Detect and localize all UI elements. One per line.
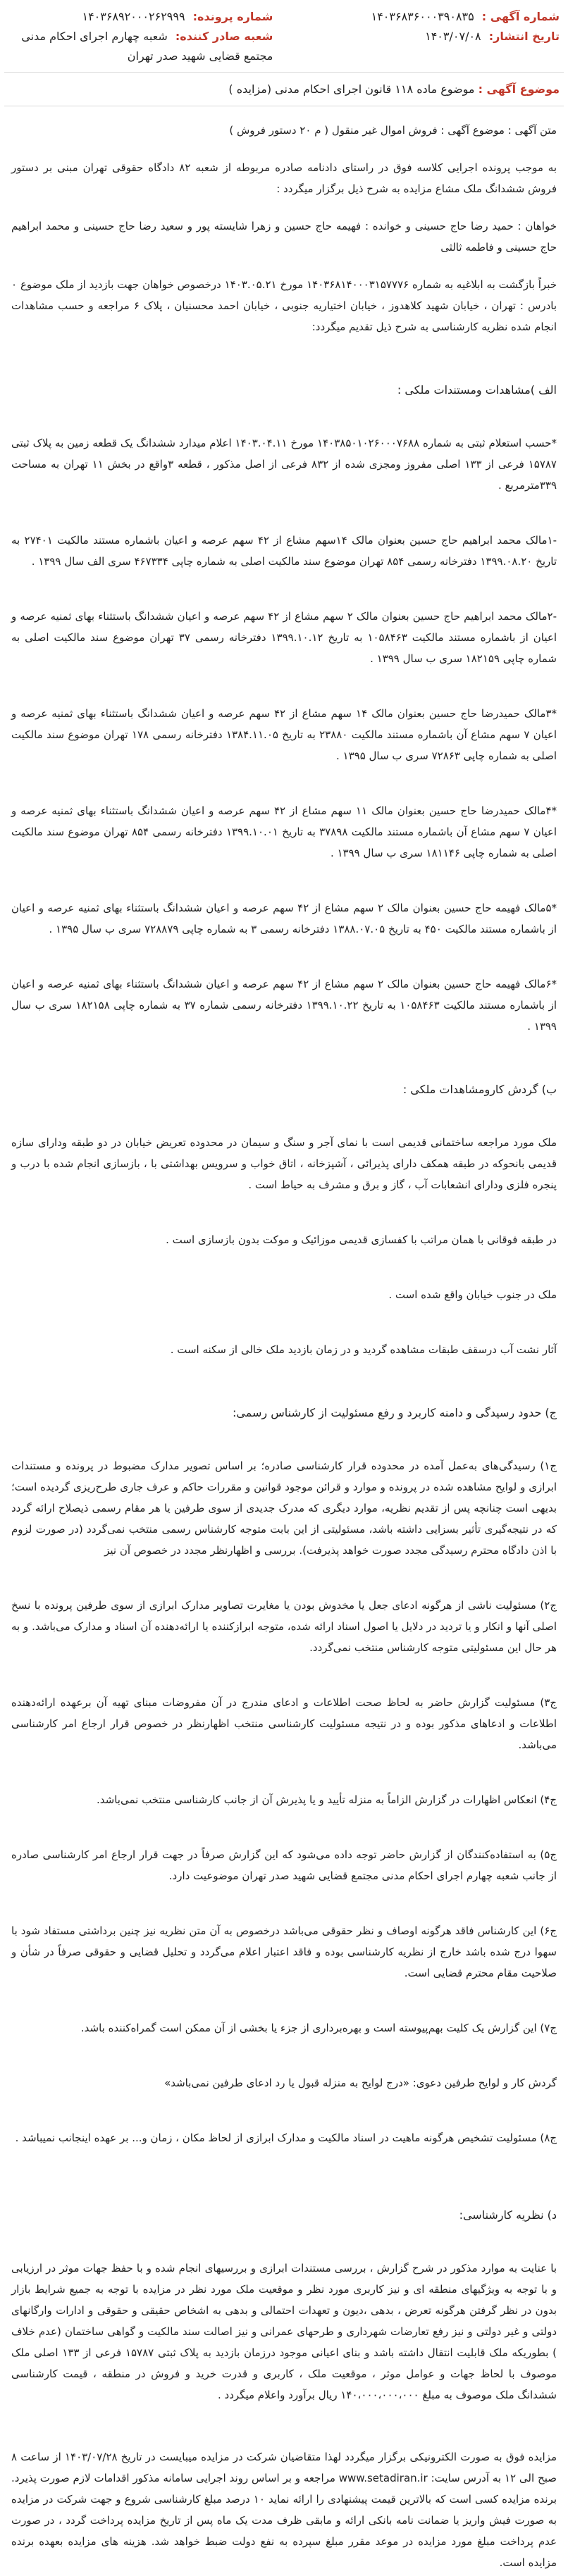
paragraph-c3: ج۳) مسئولیت گزارش حاضر به لحاظ صحت اطلاعات و ادعای مندرج در آن مفروضات مبنای تهیه آن برعهده ارائه‌دهنده اطلاعات و ادعاهای مذکور بوده و در نتیجه مسئولیت کارشناسی منتخب اظهارنظر در خصوص قرار ارجاع امر کارشناسی می‌باشد. [11,1696,557,1751]
subject [4,78,564,100]
section-c-title: ج) حدود رسیدگی و دامنه کاربرد و رفع مسئولیت از کارشناس رسمی: [233,1406,557,1419]
publish-date-label: تاریخ انتشار: [488,30,560,43]
paragraph-registry-inquiry: *حسب استعلام ثبتی به شماره ۱۴۰۳۸۵۰۱۰۲۶۰۰۰۷۶۸۸ مورخ ۱۴۰۳.۰۴.۱۱ اعلام میدارد ششدانگ یک قطعه زمین به پلاک ثبتی ۱۵۷۸۷ فرعی از ۱۳۳ اصلی مفروز ومجزی شده از ۸۳۲ فرعی از اصل مذکور ، قطعه ۳واقع در بخش ۱۱ تهران به مساحت ۳۳۹مترمربع . [11,437,557,492]
paragraph-building-description: ملک مورد مراجعه ساختمانی قدیمی است با نمای آجر و سنگ و سیمان در محدوده تعریض خیابان در دو طبقه ودارای سازه قدیمی بانحوکه در طبقه همکف دارای پذیرائی ، آشپزخانه ، اتاق خواب و سرویس بهداشتی با ، بازسازی انجام شده با درب و پنجره فلزی ودارای انشعابات آب ، گاز و برق و مشرف به حیاط است . [11,1136,557,1191]
paragraph-c2: ج۲) مسئولیت ناشی از هرگونه ادعای جعل یا مخدوش بودن یا مغایرت تصاویر مدارک ابرازی از سوی طرفین پرونده با نسخ اصلی آنها و انکار و یا تردید در دلایل یا اصول اسناد ارائه شده، متوجه ابرازکننده یا ارائه‌دهنده آن اسناد و مدارک می‌باشد. و به هر حال این مسئولیتی متوجه کارشناس منتخب نمی‌گردد. [11,1599,557,1654]
paragraph-notice: خبراً بازگشت به ابلاغیه به شماره ۱۴۰۳۶۸۱۴۰۰۰۳۱۵۷۷۷۶ مورخ ۱۴۰۳.۰۵.۲۱ درخصوص خواهان جهت بازدید از ملک موضوع ۰ بادرس : تهران ، خیابان شهید کلاهدوز ، خیابان اختیاریه جنوبی ، خیابان احمد محسنیان ، پلاک ۶ مراجعه و حسب مشاهدات انجام شده نظریه کارشناسی به شرح ذیل تقدیم میگردد: [11,278,557,333]
publish-date [295,27,560,46]
ad-number-label: شماره آگهی : [481,10,560,23]
meta-right-column [295,7,560,46]
ad-number-value: ۱۴۰۳۶۸۳۶۰۰۰۳۹۰۸۳۵ [371,10,474,23]
publish-date-value: ۱۴۰۳/۰۷/۰۸ [425,30,481,43]
paragraph-c8: ج۸) مسئولیت تشخیص هرگونه ماهیت در اسناد مالکیت و مدارک ابرازی از لحاظ مکان ، زمان و... بر عهده اینجانب نمیباشد . [15,2132,557,2144]
paragraph-owner-4: *۴مالک حمیدرضا حاج حسین بعنوان مالک ۱۱ سهم مشاع از ۴۲ سهم عرصه و اعیان ششدانگ باستثناء بهای ثمنیه عرصه و اعیان ۷ سهم مشاع آن باشماره مستند مالکیت ۳۷۸۹۸ به تاریخ ۱۳۹۹.۱۰.۰۱ دفترخانه رسمی ۸۵۴ تهران موضوع سند مالکیت اصلی به شماره چاپی ۱۸۱۱۴۶ سری ب سال ۱۳۹۹ . [11,804,557,859]
meta-left-column [8,7,273,66]
section-d-title: د) نظریه کارشناسی: [459,2208,557,2222]
paragraph-c5: ج۵) به استفاده‌کنندگان از گزارش حاضر توجه داده می‌شود که این گزارش صرفاً در جهت قرار ارجاع امر کارشناسی صادره از جانب شعبه چهارم اجرای احکام مدنی مجتمع قضایی شهید صدر تهران موضوعیت دارد. [11,1848,557,1882]
paragraph-owner-2: -۲مالک محمد ابراهیم حاج حسین بعنوان مالک ۲ سهم مشاع از ۴۲ سهم عرصه و اعیان ششدانگ باستثناء بهای ثمنیه عرصه و اعیان از باشماره مستند مالکیت ۱۰۵۸۴۶۳ به تاریخ ۱۳۹۹.۱۰.۱۲ دفترخانه رسمی ۳۷ تهران موضوع سند مالکیت اصلی به شماره چاپی ۱۸۲۱۵۹ سری ب سال ۱۳۹۹ . [11,610,557,665]
section-b-title: ب) گردش کارومشاهدات ملکی : [402,1083,557,1096]
paragraph-owner-3: *۳مالک حمیدرضا حاج حسین بعنوان مالک ۱۴ سهم مشاع از ۴۲ سهم عرصه و اعیان ششدانگ باستثناء بهای ثمنیه عرصه و اعیان ۷ سهم مشاع آن باشماره مستند مالکیت ۲۳۸۸۰ به تاریخ ۱۳۸۴.۱۱.۰۵ دفترخانه رسمی ۱۷۸ تهران موضوع سند مالکیت اصلی به شماره چاپی ۷۲۸۶۳ سری ب سال ۱۳۹۵ . [11,707,557,762]
paragraph-ad-text: متن آگهی : موضوع آگهی : فروش اموال غیر منقول ( م ۲۰ دستور فروش ) [229,124,557,137]
subject-value: موضوع ماده ۱۱۸ قانون اجرای احکام مدنی (مزایده ) [228,82,475,96]
ad-number [295,7,560,27]
paragraph-c6: ج۶) این کارشناس فاقد هرگونه اوصاف و نظر حقوقی می‌باشد درخصوص به آن متن نظریه نیز چنین برداشتی مستفاد شود با سهوا درج شده باشد خارج از نظریه کارشناسی بوده و فاقد اعتبار اعلام می‌گردد و تحلیل قضایی و حقوقی صرفاً در شأن و صلاحیت مقام محترم قضایی است. [11,1924,557,1979]
paragraph-owner-6: *۶مالک فهیمه حاج حسین بعنوان مالک ۲ سهم مشاع از ۴۲ سهم عرصه و اعیان ششدانگ باستثناء بهای ثمنیه عرصه و اعیان از باشماره مستند مالکیت ۱۰۵۸۴۶۳ به تاریخ ۱۳۹۹.۱۰.۲۲ دفترخانه رسمی شماره ۳۷ به شماره چاپی ۱۸۲۱۵۸ سری ب سال ۱۳۹۹ . [11,978,557,1033]
paragraph-upper-floor: در طبقه فوقانی با همان مراتب با کفسازی قدیمی موزائیک و موکت بدون بازسازی است . [166,1233,557,1246]
paragraph-c1: ج۱) رسیدگی‌های به‌عمل آمده در محدوده قرار کارشناسی صادره؛ بر اساس تصویر مدارک مضبوط در پرونده و مستندات ابرازی و لوایح مشاهده شده در پرونده و موارد و قرائن موجود قوانین و مقررات حاکم و عرف جاری طرح‌ریزی گردیده است؛ بدیهی است چنانچه پس از تقدیم نظریه، موارد دیگری که مدرک جدیدی از سوی طرفین یا هر مقام رسمی ذیصلاح ارائه گردد که در نتیجه‌گیری تأثیر بسزایی داشته باشد، مسئولیتی از این بابت متوجه کارشناس رسمی منتخب نمی‌گردد (در صورت لزوم با اذن دادگاه محترم رسیدگی مجدد صورت خواهد پذیرفت). بررسی و اظهارنظر مجدد در خصوص آن نیز [11,1460,557,1557]
paragraph-intro: به موجب پرونده اجرایی کلاسه فوق در راستای دادنامه صادره مربوطه از شعبه ۸۲ دادگاه حقوقی تهران مبنی بر دستور فروش ششدانگ ملک مشاع مزایده به شرح ذیل برگزار میگردد : [11,161,557,195]
header-meta [4,0,564,66]
paragraph-c7: ج۷) این گزارش یک کلیت بهم‌پیوسته است و بهره‌برداری از جزء یا بخشی از آن ممکن است گمراه‌کننده باشد. [80,2022,557,2034]
issuer-label: شعبه صادر کننده: [175,30,273,43]
paragraph-location: ملک در جنوب خیابان واقع شده است . [388,1288,557,1301]
paragraph-expert-opinion: با عنایت به موارد مذکور در شرح گزارش ، بررسی مستندات ابرازی و بررسیهای انجام شده و با حفظ جهات موثر در ارزیابی و با توجه به ویژگیهای منطقه ای و نیز کاربری مورد نظر و موقعیت ملک مورد نظر در مزایده با توجه به جمیع شرایط بازار بدون در نظر گرفتن هرگونه تعرض ، بدهی ،دیون و تعهدات احتمالی و بدهی به اشخاص حقیقی و حقوقی و ادارات وارگانهای دولتی و غیر دولتی و نیز رفع تعارضات شهرداری و طرحهای عمرانی و نیز اصالت سند مالکیت و گواهی ساختمان (عدم خلاف ) بطوریکه ملک قابلیت انتقال داشته باشد و بنای اعیانی موجود درزمان بازدید به پلاک ثبتی ۱۵۷۸۷ فرعی از ۱۳۳ اصلی ملک موصوف با لحاظ جهات و عوامل موثر ، موقعیت ملک ، کاربری و قدرت خرید و فروش در منطقه ، قیمت کارشناسی ششدانگ ملک موصوف به مبلغ ۱۴۰،۰۰۰،۰۰۰،۰۰۰ ریال برآورد واعلام میگردد . [11,2262,557,2401]
issuer-value: شعبه چهارم اجرای احکام مدنی مجتمع قضایی شهید صدر تهران [21,30,273,63]
issuer [8,27,273,66]
divider [4,72,564,73]
paragraph-c4: ج۴) انعکاس اظهارات در گزارش الزاماً به منزله تأیید و یا پذیرش آن از جانب کارشناسی منتخب نمی‌باشد. [97,1793,557,1806]
registry-number-value: ۱۴۰۳۶۸۹۲۰۰۰۲۶۲۹۹۹ [82,10,185,23]
paragraph-parties: خواهان : حمید رضا حاج حسینی و خوانده : فهیمه حاج حسین و زهرا شایسته پور و سعید رضا حاج حسینی و محمد ابراهیم حاج حسینی و فاطمه ثالثی [11,220,557,254]
paragraph-auction-terms: مزایده فوق به صورت الکترونیکی برگزار میگردد لهذا متقاضیان شرکت در مزایده میبایست در تاریخ ۱۴۰۳/۰۷/۲۸ از ساعت ۸ صبح الی ۱۲ به آدرس سایت: www.setadiran.ir مراجعه و بر اساس روند اجرایی سامانه مذکور اقدامات لازم صورت پذیرد. برنده مزایده کسی است که بالاترین قیمت پیشنهادی را ارائه نماید ۱۰ درصد مبلغ کارشناسی شروع و جهت شرکت در مزایده به صورت فیش واریز یا ضمانت نامه بانکی ارائه و مابقی ظرف مدت یک ماه پس از تاریخ مزایده پرداخت گردد ، در صورت عدم پرداخت مبلغ مورد مزایده در موعد مقرر مبلغ سپرده به نفع دولت ضبط خواهد شد. هزینه های مزایده بعهده برنده مزایده است. [11,2451,557,2569]
paragraph-leakage: آثار نشت آب درسقف طبقات مشاهده گردید و در زمان بازدید ملک خالی از سکنه است . [170,1343,557,1356]
paragraph-owner-5: *۵مالک فهیمه حاج حسین بعنوان مالک ۲ سهم مشاع از ۴۲ سهم عرصه و اعیان ششدانگ باستثناء بهای ثمنیه عرصه و اعیان از باشماره مستند مالکیت ۴۵۰ به تاریخ ۱۳۸۸.۰۷.۰۵ دفترخانه رسمی ۳ به شماره چاپی ۷۲۸۸۷۹ سری ب سال ۱۳۹۵ . [11,902,557,935]
section-a-title: الف )مشاهدات ومستندات ملکی : [397,383,557,397]
registry-number-label: شماره پرونده: [192,10,273,23]
subject-label: موضوع آگهی : [478,82,560,96]
paragraph-owner-1: -۱مالک محمد ابراهیم حاج حسین بعنوان مالک ۱۴سهم مشاع از ۴۲ سهم عرصه و اعیان باشماره مستند مالکیت ۲۷۴۰۱ به تاریخ ۱۳۹۹.۰۸.۲۰ دفترخانه رسمی ۸۵۴ تهران موضوع سند مالکیت اصلی به شماره چاپی ۴۶۷۳۳۴ سری الف سال ۱۳۹۹ . [11,534,557,568]
document-body [4,117,564,2576]
registry-number [8,7,273,27]
paragraph-case-flow: گردش کار و لوایح طرفین دعوی: «درج لوایح به منزله قبول یا رد ادعای طرفین نمی‌باشد» [164,2077,557,2089]
